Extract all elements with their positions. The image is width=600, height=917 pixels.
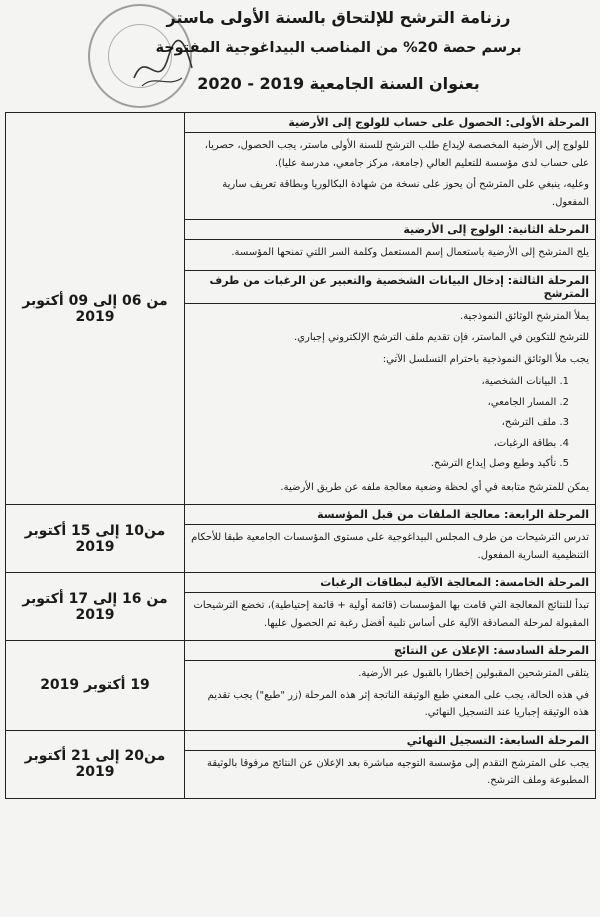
phase-paragraph: يجب ملأ الوثائق النموذجية باحترام التسلسل الآتي: — [382, 353, 589, 365]
phase-date: من10 إلى 15 أكتوبر 2019 — [6, 505, 185, 573]
schedule-row — [6, 641, 596, 731]
schedule-row — [6, 573, 596, 641]
list-item: 1. البيانات الشخصية، — [481, 376, 569, 387]
phase-date: من 06 إلى 09 أكتوبر 2019 — [6, 113, 185, 505]
phase-body — [185, 133, 595, 220]
phase-body — [185, 593, 595, 640]
phase-paragraph: للولوج إلى الأرضية المخصصة لإيداع طلب الترشح للسنة الأولى ماستر، يجب الحصول، حصريا، على حساب لدى مؤسسة للتعليم العالي (جامعة، مركز جامعي، مدرسة عليا). — [204, 140, 589, 169]
list-item: 4. بطاقة الرغبات، — [493, 437, 569, 449]
phase-note: يمكن للمترشح متابعة في أي لحظة وضعية معالجة ملفه عن طريق الأرضية. — [280, 481, 589, 493]
phase-body — [185, 661, 595, 730]
phase-paragraph: للترشح للتكوين في الماستر، فإن تقديم ملف الترشح الإلكتروني إجباري. — [293, 332, 589, 343]
phase-title: المرحلة السابعة: التسجيل النهائي — [185, 731, 595, 751]
phase-title: المرحلة الثالثة: إدخال البيانات الشخصية والتعبير عن الرغبات من طرف المترشح — [185, 271, 595, 304]
phase-cell — [185, 505, 596, 573]
phase-paragraph: وعليه، ينبغي على المترشح أن يحوز على نسخة من شهادة البكالوريا وبطاقة تعريف سارية المفعول. — [222, 179, 589, 208]
phase-title: المرحلة السادسة: الإعلان عن النتائج — [185, 641, 595, 661]
header-subtitle: برسم حصة 20% من المناصب البيداغوجية المفتوحة — [155, 40, 522, 56]
schedule-row — [6, 505, 596, 573]
phase-title: المرحلة الرابعة: معالجة الملفات من قبل المؤسسة — [185, 505, 595, 525]
list-item: 2. المسار الجامعي، — [487, 396, 569, 408]
document-header — [0, 0, 600, 112]
phase-date: من 16 إلى 17 أكتوبر 2019 — [6, 573, 185, 641]
phase-date: من20 إلى 21 أكتوبر 2019 — [6, 730, 185, 798]
phase-body — [185, 525, 595, 572]
phase-cell — [185, 113, 596, 505]
phase-paragraph: تدرس الترشيحات من طرف المجلس البيداغوجية على مستوى المؤسسات الجامعية طبقا للأحكام التنظيمية السارية المفعول. — [191, 532, 589, 561]
phase-paragraph: يجب على المترشح التقدم إلى مؤسسة التوجيه مباشرة بعد الإعلان عن النتائج مرفوقا بالوثيقة المطبوعة وملف الترشح. — [206, 757, 589, 786]
phase-paragraph: في هذه الحالة، يجب على المعني طبع الوثيقة الناتجة إثر هذه المرحلة (زر "طبع") يجب تقديم هذه الوثيقة إجباريا عند التسجيل النهائي. — [207, 689, 589, 718]
list-item: 3. ملف الترشح، — [501, 417, 569, 428]
phase-paragraph: يملأ المترشح الوثائق النموذجية. — [460, 310, 589, 322]
header-academic-year: بعنوان السنة الجامعية 2019 - 2020 — [197, 74, 480, 93]
phase-body — [185, 751, 595, 798]
phase-body — [185, 240, 595, 271]
phase-paragraph: تبدأ للنتائج المعالجة التي قامت بها المؤسسات (قائمة أولية + قائمة إحتياطية)، تخضع الترشيحات المقبولة لمرحلة المصادقة الآلية على أساس تلبية أفضل رغبة تم الحصول عليها. — [193, 600, 589, 629]
phase-paragraph: يلج المترشح إلى الأرضية باستعمال إسم المستعمل وكلمة السر اللتي تمنحها المؤسسة. — [231, 247, 589, 258]
phase-title: المرحلة الثانية: الولوج إلى الأرضية — [185, 220, 595, 240]
phase-cell — [185, 730, 596, 798]
phase-cell — [185, 573, 596, 641]
phase-body — [185, 304, 595, 505]
phase-title: المرحلة الأولى: الحصول على حساب للولوج إلى الأرضية — [185, 113, 595, 133]
phase-title: المرحلة الخامسة: المعالجة الآلية لبطاقات الرغبات — [185, 573, 595, 593]
phase-cell — [185, 641, 596, 731]
header-title: رزنامة الترشح للإلتحاق بالسنة الأولى ماستر — [166, 8, 511, 27]
phase-date: 19 أكتوبر 2019 — [6, 641, 185, 731]
schedule-row — [6, 730, 596, 798]
phase-paragraph: يتلقى المترشحين المقبولين إخطارا بالقبول عبر الأرضية. — [358, 668, 589, 679]
list-item: 5. تأكيد وطبع وصل إيداع الترشح. — [430, 458, 569, 469]
schedule-table — [5, 112, 596, 799]
document-order-list — [191, 372, 589, 475]
schedule-row — [6, 113, 596, 505]
